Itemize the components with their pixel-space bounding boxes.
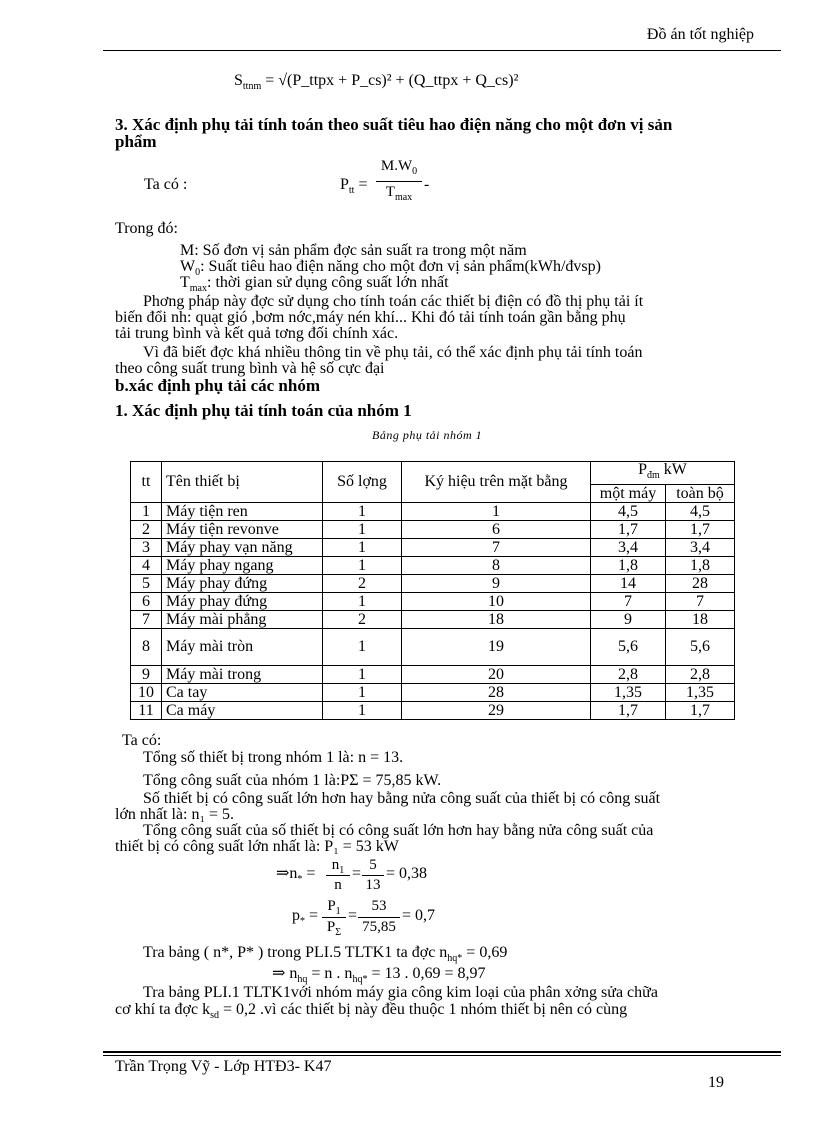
cell-total: 1,8	[666, 557, 735, 575]
cell-one-machine: 4,5	[591, 503, 666, 521]
cell-tt: 10	[131, 684, 162, 702]
cell-one-machine: 2,8	[591, 666, 666, 684]
cell-symbol: 29	[402, 702, 591, 720]
table-row	[131, 503, 735, 521]
cell-tt: 5	[131, 575, 162, 593]
cell-symbol: 6	[402, 521, 591, 539]
cell-total: 7	[666, 593, 735, 611]
trongdo-label: Trong đó:	[115, 220, 178, 237]
cell-one-machine: 9	[591, 611, 666, 629]
page-number: 19	[708, 1074, 724, 1091]
cell-name: Máy mài tròn	[162, 629, 323, 666]
formula-n-star-num1: $n_1$	[331, 857, 345, 876]
cell-symbol: 19	[402, 629, 591, 666]
formula-apparent-power: $S_{ttnm}$ = √(P_ttpx + P_cs)² + (Q_ttpx + Q_cs)²	[234, 72, 519, 93]
formula-n-star-bar1	[326, 875, 350, 876]
ptt-denominator: $T_{max}$	[385, 184, 413, 203]
cell-symbol: 8	[402, 557, 591, 575]
cell-symbol: 1	[402, 503, 591, 521]
calc-line-4a: Tổng công suất của số thiết bị có công suất lớn hơn hay bằng nửa công suất của	[143, 822, 654, 839]
cell-tt: 7	[131, 611, 162, 629]
section-b-title: b.xác định phụ tải các nhóm	[115, 376, 320, 395]
ptt-numerator: $M.W_0$	[380, 158, 418, 177]
ptt-lhs: $P_{tt}$ =	[340, 176, 368, 197]
cell-tt: 9	[131, 666, 162, 684]
table-row	[131, 629, 735, 666]
header-rule	[103, 50, 781, 51]
formula-p-star-result: = 0,7	[402, 907, 436, 924]
cell-qty: 1	[323, 557, 402, 575]
cell-one-machine: 1,35	[591, 684, 666, 702]
cell-tt: 11	[131, 702, 162, 720]
definition-w0: $W_0$: Suất tiêu hao điện năng cho một đơn vị sản phẩm(kWh/đvsp)	[180, 258, 601, 279]
cell-qty: 1	[323, 702, 402, 720]
cell-symbol: 9	[402, 575, 591, 593]
header-total: toàn bộ	[666, 485, 735, 503]
header-qty: Số lợng	[323, 462, 402, 503]
document-header-title: Đồ án tốt nghiệp	[646, 26, 754, 43]
footer-rule-thin	[103, 1055, 781, 1056]
cell-qty: 1	[323, 684, 402, 702]
cell-one-machine: 7	[591, 593, 666, 611]
cell-one-machine: 3,4	[591, 539, 666, 557]
formula-p-star-num2: 53	[371, 898, 387, 914]
calc-line-7a: Tra bảng PLI.1 TLTK1với nhóm máy gia công kim loại của phân xởng sửa chữa	[143, 984, 658, 1001]
table-row	[131, 593, 735, 611]
cell-total: 5,6	[666, 629, 735, 666]
cell-total: 2,8	[666, 666, 735, 684]
formula-p-star-den1: $P_\Sigma$	[326, 919, 342, 938]
table-row	[131, 666, 735, 684]
cell-one-machine: 1,7	[591, 702, 666, 720]
definition-m: M: Số đơn vị sản phẩm đợc sản suất ra trong một năm	[180, 242, 527, 259]
cell-qty: 1	[323, 539, 402, 557]
cell-one-machine: 1,7	[591, 521, 666, 539]
formula-n-star-den1: n	[334, 877, 342, 893]
cell-qty: 1	[323, 521, 402, 539]
paragraph-1-line1: Phơng pháp này đợc sử dụng cho tính toán các thiết bị điện có đồ thị phụ tải ít	[143, 293, 644, 310]
cell-qty: 1	[323, 629, 402, 666]
cell-symbol: 7	[402, 539, 591, 557]
calc-line-3a: Số thiết bị có công suất lớn hơn hay bằng nửa công suất của thiết bị có công suất	[143, 790, 661, 807]
formula-n-star-num2: 5	[369, 857, 377, 873]
cell-tt: 4	[131, 557, 162, 575]
cell-name: Ca máy	[162, 702, 323, 720]
header-symbol: Ký hiệu trên mặt bằng	[402, 462, 591, 503]
calc-line-4b: thiết bị có công suất lớn nhất là: P₁ = 53 kW	[115, 838, 399, 855]
load-table	[130, 461, 735, 720]
formula-p-star-num1: $P_1$	[327, 898, 341, 917]
table-header-row	[131, 462, 735, 485]
paragraph-2-line1: Vì đã biết đợc khá nhiều thông tin về phụ tải, có thể xác định phụ tải tính toán	[143, 344, 643, 361]
table-row	[131, 702, 735, 720]
table-row	[131, 611, 735, 629]
section-3-title-line1: 3. Xác định phụ tải tính toán theo suất tiêu hao điện năng cho một đơn vị sản	[115, 115, 673, 134]
cell-name: Máy phay ngang	[162, 557, 323, 575]
cell-qty: 1	[323, 593, 402, 611]
cell-tt: 1	[131, 503, 162, 521]
cell-total: 18	[666, 611, 735, 629]
cell-qty: 2	[323, 575, 402, 593]
formula-n-star-result: = 0,38	[386, 865, 428, 882]
table-row	[131, 521, 735, 539]
cell-tt: 8	[131, 629, 162, 666]
formula-n-star-eq: =	[352, 865, 362, 882]
cell-total: 1,7	[666, 702, 735, 720]
ptt-dot: -	[424, 176, 430, 193]
cell-total: 3,4	[666, 539, 735, 557]
calc-line-5: Tra bảng ( n*, P* ) trong PLI.5 TLTK1 ta đợc $n_{hq*} = 0,69$	[143, 944, 508, 965]
cell-total: 28	[666, 575, 735, 593]
cell-tt: 3	[131, 539, 162, 557]
footer-rule-thick	[103, 1051, 781, 1053]
cell-symbol: 28	[402, 684, 591, 702]
cell-name: Máy tiện ren	[162, 503, 323, 521]
cell-total: 4,5	[666, 503, 735, 521]
cell-qty: 1	[323, 503, 402, 521]
header-name: Tên thiết bị	[162, 462, 323, 503]
paragraph-1-line2: biến đổi nh: quạt gió ,bơm nớc,máy nén khí... Khi đó tải tính toán gần bằng phụ	[115, 309, 626, 326]
taco-label: Ta có :	[144, 176, 188, 193]
cell-one-machine: 5,6	[591, 629, 666, 666]
formula-p-star-lhs: $p_*$ =	[292, 907, 319, 928]
calc-line-7b: cơ khí ta đợc $k_{sd} = 0,2$ .vì các thiết bị này đều thuộc 1 nhóm thiết bị nên có cùng	[115, 1001, 628, 1022]
cell-name: Máy phay đứng	[162, 575, 323, 593]
table-caption: Bảng phụ tải nhóm 1	[372, 428, 483, 442]
header-one-machine: một máy	[591, 485, 666, 503]
table-row	[131, 539, 735, 557]
cell-tt: 2	[131, 521, 162, 539]
cell-name: Máy mài phẳng	[162, 611, 323, 629]
calc-line-1: Tổng số thiết bị trong nhóm 1 là: n = 13.	[143, 749, 404, 766]
paragraph-2-line2: theo công suất trung bình và hệ số cực đại	[115, 360, 385, 377]
cell-name: Ca tay	[162, 684, 323, 702]
formula-p-star-bar1	[322, 917, 346, 918]
table-row	[131, 575, 735, 593]
cell-qty: 2	[323, 611, 402, 629]
section-3-title-line2: phẩm	[115, 132, 157, 151]
formula-n-star-den2: 13	[365, 877, 381, 893]
cell-total: 1,7	[666, 521, 735, 539]
table-row	[131, 557, 735, 575]
cell-one-machine: 14	[591, 575, 666, 593]
cell-one-machine: 1,8	[591, 557, 666, 575]
calc-line-2: Tổng công suất của nhóm 1 là:PΣ = 75,85 kW.	[143, 772, 442, 789]
formula-n-star-lhs: $\Rightarrow n_*$ =	[276, 865, 316, 886]
cell-name: Máy mài trong	[162, 666, 323, 684]
cell-name: Máy tiện revonve	[162, 521, 323, 539]
ptt-fraction-bar	[376, 181, 422, 182]
formula-p-star-den2: 75,85	[362, 919, 396, 935]
footer-author: Trần Trọng Vỹ - Lớp HTĐ3- K47	[115, 1058, 332, 1075]
calc-line-6: ⇒ $n_{hq} = n$ . $n_{hq*} = 13$ . 0,69 = 8,97	[272, 965, 486, 986]
cell-symbol: 20	[402, 666, 591, 684]
header-tt: tt	[131, 462, 162, 503]
formula-p-star-bar2	[358, 917, 400, 918]
section-b1-title: 1. Xác định phụ tải tính toán của nhóm 1	[115, 401, 412, 420]
paragraph-1-line3: tải trung bình và kết quả tơng đối chính xác.	[115, 325, 399, 342]
cell-name: Máy phay vạn năng	[162, 539, 323, 557]
cell-symbol: 18	[402, 611, 591, 629]
cell-name: Máy phay đứng	[162, 593, 323, 611]
cell-tt: 6	[131, 593, 162, 611]
cell-qty: 1	[323, 666, 402, 684]
header-pdm: $P_{đm}$ kW	[591, 462, 735, 485]
formula-n-star-bar2	[362, 875, 384, 876]
definition-tmax: $T_{max}$: thời gian sử dụng công suất lớn nhất	[180, 274, 449, 295]
cell-symbol: 10	[402, 593, 591, 611]
cell-total: 1,35	[666, 684, 735, 702]
table-body	[131, 503, 735, 720]
table-row	[131, 684, 735, 702]
formula-p-star-eq: =	[348, 907, 358, 924]
calc-taco: Ta có:	[122, 732, 162, 749]
calc-line-3b: lớn nhất là: n₁ = 5.	[115, 806, 235, 823]
